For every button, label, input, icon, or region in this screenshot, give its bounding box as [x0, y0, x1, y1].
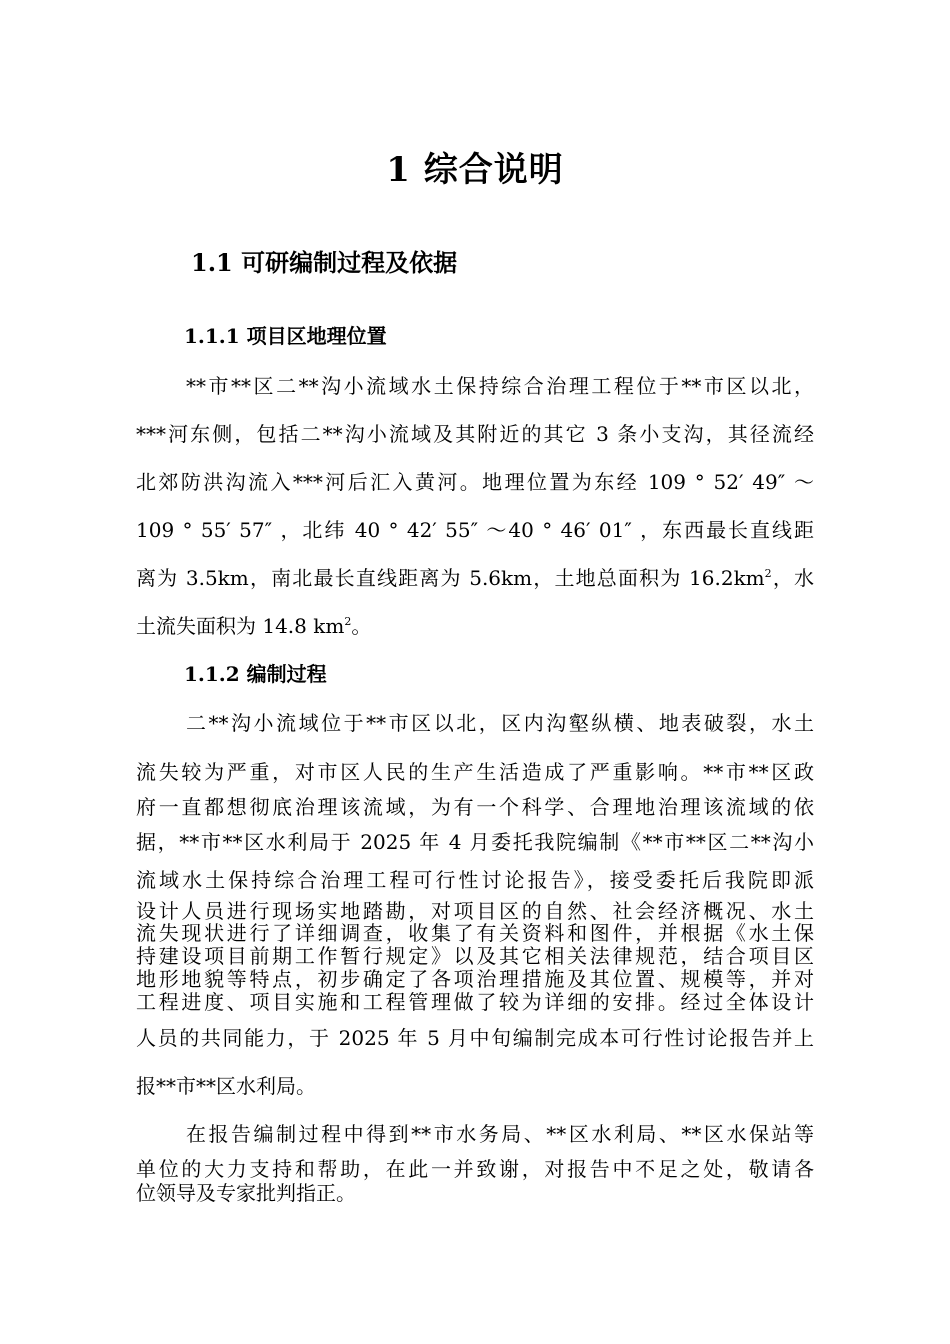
section-heading-1-1: 1.1 可研编制过程及依据	[191, 248, 458, 277]
text-run: 土流失面积为 14.8 km	[136, 614, 345, 638]
text-run: 离为 3.5km，南北最长直线距离为 5.6km，土地总面积为 16.2km	[136, 566, 765, 590]
superscript: 2	[344, 615, 352, 628]
text-run: ，水	[771, 566, 815, 590]
paragraph-line: 设计人员进行现场实地踏勘，对项目区的自然、社会经济概况、水土	[136, 899, 814, 923]
superscript: 2	[764, 567, 772, 580]
paragraph-line-loss-area	[136, 610, 814, 639]
paragraph-line: 北郊防洪沟流入***河后汇入黄河。地理位置为东经 109 ° 52′ 49″ ～	[136, 470, 814, 494]
paragraph-line: 据，**市**区水利局于 2025 年 4 月委托我院编制《**市**区二**沟小	[136, 830, 814, 854]
paragraph-line: 二**沟小流域位于**市区以北，区内沟壑纵横、地表破裂，水土	[186, 711, 814, 735]
acknowledgement-line: 单位的大力支持和帮助，在此一并致谢，对报告中不足之处，敬请各	[136, 1157, 814, 1181]
paragraph-line: 流域水土保持综合治理工程可行性讨论报告》，接受委托后我院即派	[136, 868, 814, 892]
paragraph-line: 府一直都想彻底治理该流域，为有一个科学、合理地治理该流域的依	[136, 795, 814, 819]
paragraph-line: ***河东侧，包括二**沟小流域及其附近的其它 3 条小支沟，其径流经	[136, 422, 814, 446]
acknowledgement-line: 位领导及专家批判指正。	[136, 1181, 356, 1205]
paragraph-line: 持建设项目前期工作暂行规定》以及其它相关法律规范，结合项目区	[136, 944, 814, 968]
paragraph-line: 工程进度、项目实施和工程管理做了较为详细的安排。经过全体设计	[136, 990, 814, 1014]
paragraph-line: 流失现状进行了详细调查，收集了有关资料和图件，并根据《水土保	[136, 921, 814, 945]
section-heading-1-1-1: 1.1.1 项目区地理位置	[184, 324, 387, 348]
text-run: 。	[351, 614, 372, 638]
paragraph-line: 报**市**区水利局。	[136, 1074, 316, 1098]
section-heading-1-1-2: 1.1.2 编制过程	[184, 662, 327, 686]
paragraph-line: 人员的共同能力，于 2025 年 5 月中旬编制完成本可行性讨论报告并上	[136, 1026, 814, 1050]
paragraph-line: 流失较为严重，对市区人民的生产生活造成了严重影响。**市**区政	[136, 760, 814, 784]
paragraph-line: 109 ° 55′ 57″ ，北纬 40 ° 42′ 55″ ～40 ° 46′ 01″ ，东西最长直线距	[136, 518, 814, 542]
chapter-title: 1 综合说明	[386, 150, 564, 190]
paragraph-line: 地形地貌等特点，初步确定了各项治理措施及其位置、规模等，并对	[136, 967, 814, 991]
acknowledgement-line: 在报告编制过程中得到**市水务局、**区水利局、**区水保站等	[186, 1122, 814, 1146]
paragraph-line: **市**区二**沟小流域水土保持综合治理工程位于**市区以北，	[186, 374, 814, 398]
paragraph-line-area	[136, 562, 814, 591]
